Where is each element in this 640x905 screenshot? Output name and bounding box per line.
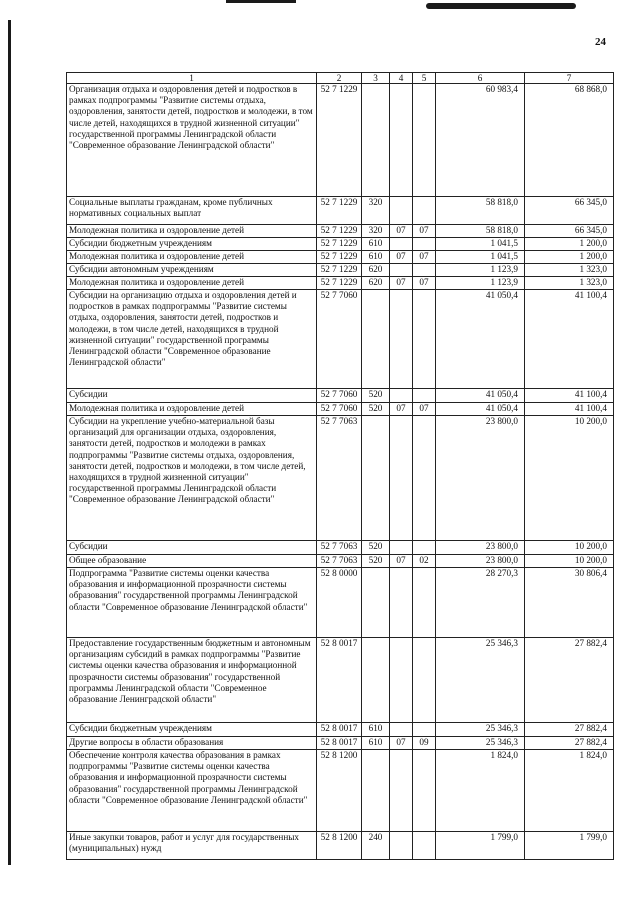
- row-name-cell: Молодежная политика и оздоровление детей: [67, 251, 317, 264]
- row-subsection-cell: [413, 84, 436, 197]
- row-subsection-cell: [413, 264, 436, 277]
- row-code-cell: 52 8 1200: [317, 750, 362, 832]
- row-section-cell: [390, 416, 413, 541]
- row-name-cell: Субсидии бюджетным учреждениям: [67, 238, 317, 251]
- row-code-cell: 52 7 1229: [317, 238, 362, 251]
- row-expense-type-cell: [362, 84, 390, 197]
- row-amount-next-cell: 30 806,4: [525, 568, 614, 638]
- table-row: [67, 638, 614, 723]
- row-amount-cell: 58 818,0: [436, 225, 525, 238]
- row-section-cell: 07: [390, 403, 413, 416]
- table-row: [67, 225, 614, 238]
- header-cell: 3: [362, 73, 390, 84]
- table-row: [67, 416, 614, 541]
- row-code-cell: 52 7 7060: [317, 389, 362, 403]
- row-code-cell: 52 7 7060: [317, 290, 362, 389]
- row-expense-type-cell: 520: [362, 555, 390, 568]
- row-subsection-cell: [413, 290, 436, 389]
- table-row: [67, 541, 614, 555]
- row-subsection-cell: 02: [413, 555, 436, 568]
- table-row: [67, 84, 614, 197]
- row-expense-type-cell: [362, 638, 390, 723]
- row-expense-type-cell: [362, 568, 390, 638]
- row-expense-type-cell: 610: [362, 238, 390, 251]
- row-name-cell: Социальные выплаты гражданам, кроме публичных нормативных социальных выплат: [67, 197, 317, 225]
- header-cell: 4: [390, 73, 413, 84]
- row-code-cell: 52 7 7063: [317, 555, 362, 568]
- row-name-cell: Субсидии: [67, 389, 317, 403]
- row-subsection-cell: [413, 238, 436, 251]
- row-name-cell: Предоставление государственным бюджетным и автономным организациям субсидий в рамках подпрограммы "Развитие системы оценки качества образования и информационной прозрачности системы образования" государственной программы Ленинградской области "Современное образование Ленинградской области": [67, 638, 317, 723]
- row-section-cell: [390, 290, 413, 389]
- row-expense-type-cell: [362, 290, 390, 389]
- row-amount-cell: 23 800,0: [436, 541, 525, 555]
- row-amount-next-cell: 1 200,0: [525, 251, 614, 264]
- row-amount-next-cell: 68 868,0: [525, 84, 614, 197]
- budget-table: [66, 72, 614, 860]
- header-cell: 2: [317, 73, 362, 84]
- row-code-cell: 52 8 1200: [317, 832, 362, 860]
- row-section-cell: [390, 638, 413, 723]
- row-amount-cell: 1 041,5: [436, 238, 525, 251]
- row-amount-next-cell: 27 882,4: [525, 638, 614, 723]
- row-section-cell: [390, 84, 413, 197]
- row-name-cell: Субсидии: [67, 541, 317, 555]
- row-subsection-cell: [413, 541, 436, 555]
- row-amount-next-cell: 1 824,0: [525, 750, 614, 832]
- row-code-cell: 52 7 1229: [317, 84, 362, 197]
- row-amount-cell: 1 824,0: [436, 750, 525, 832]
- row-amount-cell: 1 799,0: [436, 832, 525, 860]
- row-amount-cell: 1 041,5: [436, 251, 525, 264]
- row-subsection-cell: [413, 723, 436, 737]
- row-name-cell: Подпрограмма "Развитие системы оценки качества образования и информационной прозрачности системы образования" государственной программы Ленинградской области "Современное образование Ленинградской области": [67, 568, 317, 638]
- table-row: [67, 555, 614, 568]
- table-row: [67, 832, 614, 860]
- table-row: [67, 197, 614, 225]
- row-code-cell: 52 7 7060: [317, 403, 362, 416]
- row-amount-cell: 58 818,0: [436, 197, 525, 225]
- row-subsection-cell: [413, 197, 436, 225]
- row-subsection-cell: 07: [413, 277, 436, 290]
- row-code-cell: 52 7 1229: [317, 225, 362, 238]
- row-amount-cell: 41 050,4: [436, 389, 525, 403]
- header-cell: 7: [525, 73, 614, 84]
- header-cell: 5: [413, 73, 436, 84]
- row-section-cell: [390, 541, 413, 555]
- row-subsection-cell: 07: [413, 403, 436, 416]
- table-row: [67, 723, 614, 737]
- row-section-cell: [390, 389, 413, 403]
- row-amount-next-cell: 41 100,4: [525, 389, 614, 403]
- row-amount-cell: 25 346,3: [436, 737, 525, 750]
- table-row: [67, 251, 614, 264]
- row-amount-next-cell: 41 100,4: [525, 403, 614, 416]
- row-amount-cell: 28 270,3: [436, 568, 525, 638]
- scan-mark-left: [8, 20, 11, 865]
- row-amount-next-cell: 10 200,0: [525, 541, 614, 555]
- row-section-cell: 07: [390, 555, 413, 568]
- row-section-cell: 07: [390, 225, 413, 238]
- row-expense-type-cell: 610: [362, 737, 390, 750]
- row-subsection-cell: [413, 638, 436, 723]
- row-amount-cell: 41 050,4: [436, 403, 525, 416]
- table-row: [67, 737, 614, 750]
- row-expense-type-cell: 320: [362, 197, 390, 225]
- header-row: [67, 73, 614, 84]
- table-row: [67, 568, 614, 638]
- row-expense-type-cell: 520: [362, 541, 390, 555]
- row-name-cell: Обеспечение контроля качества образования в рамках подпрограммы "Развитие системы оценки качества образования и информационной прозрачности системы образования" государственной программы Ленинградской области "Современное образование Ленинградской области": [67, 750, 317, 832]
- row-amount-cell: 25 346,3: [436, 723, 525, 737]
- row-code-cell: 52 7 1229: [317, 277, 362, 290]
- row-section-cell: [390, 197, 413, 225]
- row-amount-cell: 23 800,0: [436, 555, 525, 568]
- row-amount-cell: 41 050,4: [436, 290, 525, 389]
- row-name-cell: Общее образование: [67, 555, 317, 568]
- table-row: [67, 277, 614, 290]
- row-name-cell: Другие вопросы в области образования: [67, 737, 317, 750]
- row-subsection-cell: [413, 832, 436, 860]
- row-subsection-cell: 07: [413, 225, 436, 238]
- table-row: [67, 389, 614, 403]
- row-section-cell: [390, 238, 413, 251]
- row-section-cell: 07: [390, 277, 413, 290]
- row-section-cell: [390, 568, 413, 638]
- row-section-cell: 07: [390, 737, 413, 750]
- row-subsection-cell: [413, 750, 436, 832]
- row-expense-type-cell: 520: [362, 403, 390, 416]
- row-amount-next-cell: 27 882,4: [525, 737, 614, 750]
- row-amount-next-cell: 66 345,0: [525, 225, 614, 238]
- row-code-cell: 52 8 0017: [317, 638, 362, 723]
- row-expense-type-cell: 620: [362, 264, 390, 277]
- row-amount-cell: 60 983,4: [436, 84, 525, 197]
- row-name-cell: Субсидии на организацию отдыха и оздоровления детей и подростков в рамках подпрограммы "Развитие системы отдыха, оздоровления, занятости детей, подростков и молодежи, в том числе детей, находящихся в трудной жизненной ситуации" государственной программы Ленинградской области "Современное образование Ленинградской области": [67, 290, 317, 389]
- row-expense-type-cell: 620: [362, 277, 390, 290]
- row-name-cell: Молодежная политика и оздоровление детей: [67, 277, 317, 290]
- row-code-cell: 52 7 7063: [317, 541, 362, 555]
- row-amount-next-cell: 41 100,4: [525, 290, 614, 389]
- page-number: 24: [595, 36, 606, 48]
- row-amount-next-cell: 1 323,0: [525, 277, 614, 290]
- row-subsection-cell: 07: [413, 251, 436, 264]
- row-amount-cell: 23 800,0: [436, 416, 525, 541]
- row-section-cell: [390, 723, 413, 737]
- row-amount-next-cell: 1 799,0: [525, 832, 614, 860]
- row-expense-type-cell: 240: [362, 832, 390, 860]
- row-code-cell: 52 7 1229: [317, 197, 362, 225]
- row-amount-cell: 1 123,9: [436, 277, 525, 290]
- row-amount-next-cell: 10 200,0: [525, 555, 614, 568]
- row-subsection-cell: [413, 416, 436, 541]
- row-code-cell: 52 8 0000: [317, 568, 362, 638]
- row-amount-next-cell: 10 200,0: [525, 416, 614, 541]
- table-row: [67, 238, 614, 251]
- row-amount-next-cell: 1 200,0: [525, 238, 614, 251]
- row-section-cell: 07: [390, 251, 413, 264]
- scan-mark-top-right: [426, 3, 576, 9]
- row-amount-next-cell: 66 345,0: [525, 197, 614, 225]
- row-code-cell: 52 7 1229: [317, 251, 362, 264]
- row-expense-type-cell: 320: [362, 225, 390, 238]
- row-code-cell: 52 7 1229: [317, 264, 362, 277]
- row-expense-type-cell: 520: [362, 389, 390, 403]
- table-row: [67, 264, 614, 277]
- row-expense-type-cell: [362, 416, 390, 541]
- row-name-cell: Молодежная политика и оздоровление детей: [67, 403, 317, 416]
- table-row: [67, 290, 614, 389]
- row-code-cell: 52 8 0017: [317, 737, 362, 750]
- row-expense-type-cell: 610: [362, 723, 390, 737]
- row-amount-next-cell: 1 323,0: [525, 264, 614, 277]
- row-amount-cell: 25 346,3: [436, 638, 525, 723]
- header-cell: 1: [67, 73, 317, 84]
- scan-mark-top-center: [226, 0, 296, 3]
- row-code-cell: 52 7 7063: [317, 416, 362, 541]
- row-section-cell: [390, 264, 413, 277]
- table-row: [67, 750, 614, 832]
- table-row: [67, 403, 614, 416]
- row-subsection-cell: [413, 389, 436, 403]
- row-expense-type-cell: [362, 750, 390, 832]
- row-name-cell: Субсидии автономным учреждениям: [67, 264, 317, 277]
- row-amount-next-cell: 27 882,4: [525, 723, 614, 737]
- row-expense-type-cell: 610: [362, 251, 390, 264]
- row-name-cell: Иные закупки товаров, работ и услуг для государственных (муниципальных) нужд: [67, 832, 317, 860]
- row-name-cell: Субсидии бюджетным учреждениям: [67, 723, 317, 737]
- row-subsection-cell: [413, 568, 436, 638]
- row-amount-cell: 1 123,9: [436, 264, 525, 277]
- row-code-cell: 52 8 0017: [317, 723, 362, 737]
- row-name-cell: Организация отдыха и оздоровления детей и подростков в рамках подпрограммы "Развитие системы отдыха, оздоровления, занятости детей, подростков и молодежи, в том числе детей, находящихся в трудной жизненной ситуации" государственной программы Ленинградской области "Современное образование Ленинградской области": [67, 84, 317, 197]
- row-subsection-cell: 09: [413, 737, 436, 750]
- row-name-cell: Молодежная политика и оздоровление детей: [67, 225, 317, 238]
- row-section-cell: [390, 832, 413, 860]
- header-cell: 6: [436, 73, 525, 84]
- row-name-cell: Субсидии на укрепление учебно-материальной базы организаций для организации отдыха, оздоровления, занятости детей, подростков и молодежи в рамках подпрограммы "Развитие системы отдыха, оздоровления, занятости детей, подростков и молодежи, в том числе детей, находящихся в трудной жизненной ситуации" государственной программы Ленинградской области "Современное образование Ленинградской области": [67, 416, 317, 541]
- row-section-cell: [390, 750, 413, 832]
